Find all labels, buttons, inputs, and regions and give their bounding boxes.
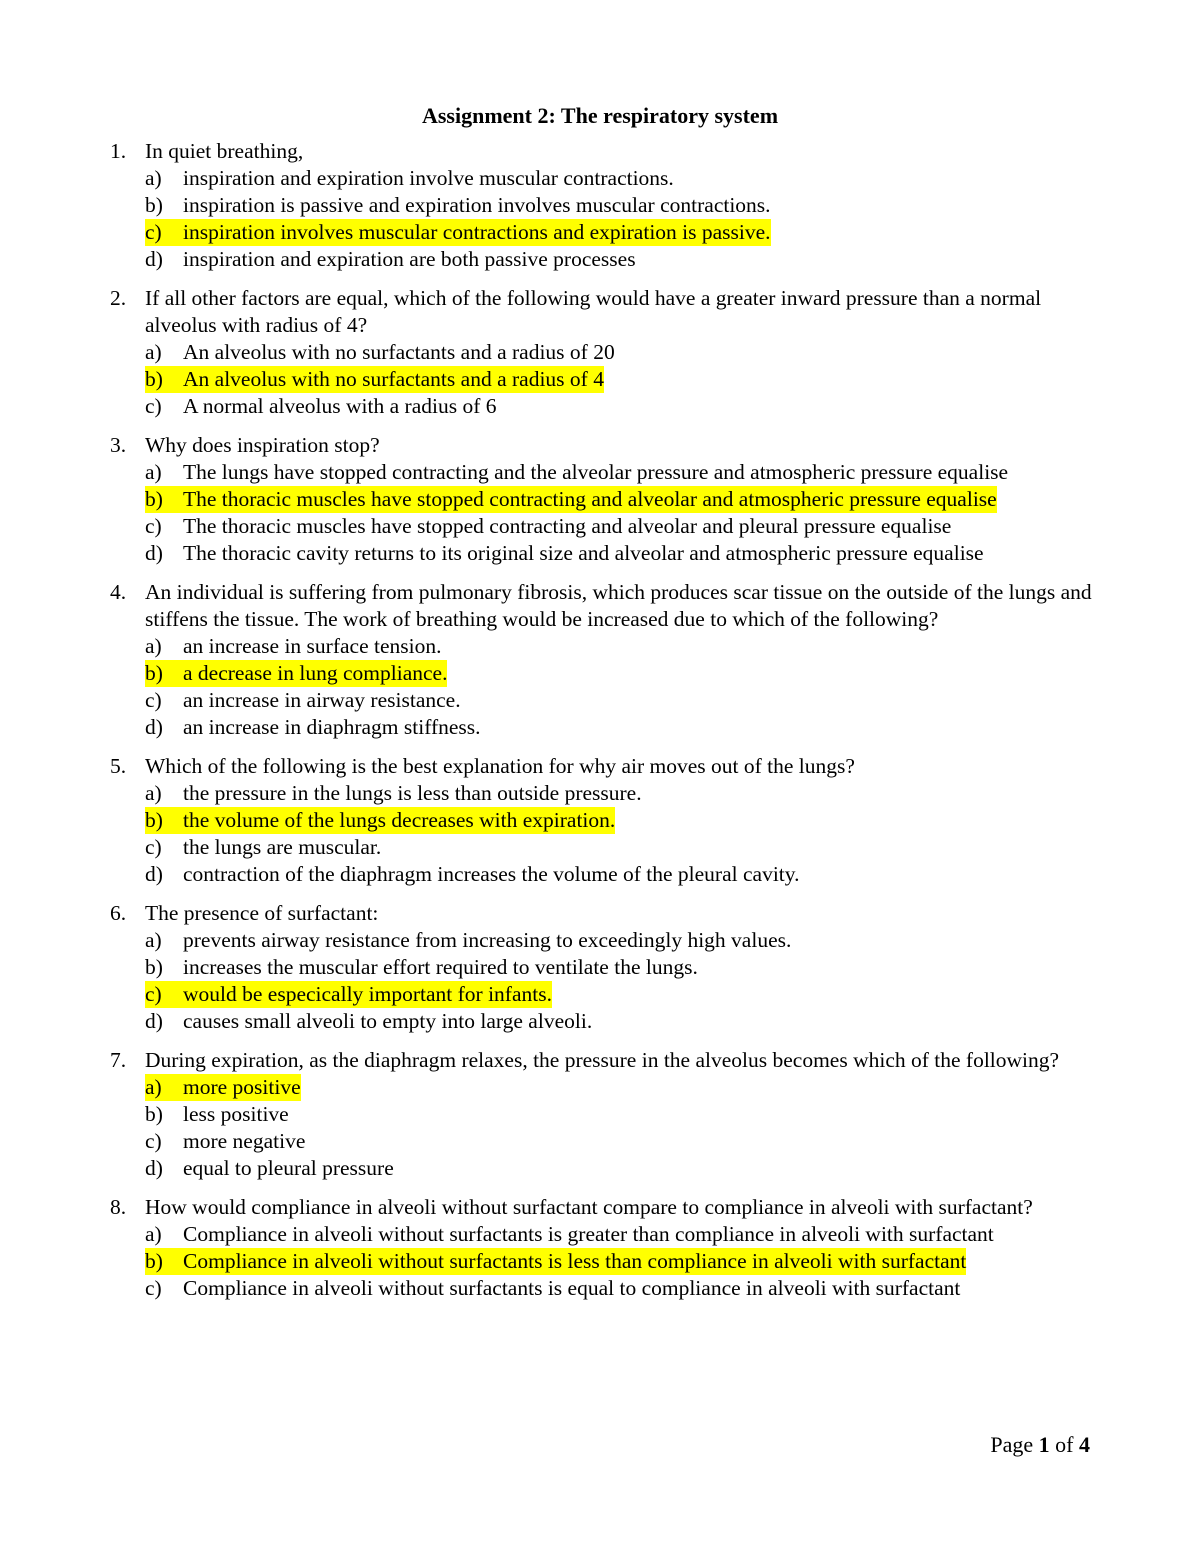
question-text: Which of the following is the best explanation for why air moves out of the lungs?: [145, 754, 855, 779]
question-item: [110, 285, 1110, 420]
question-number: 1.: [110, 139, 127, 163]
answer-option: [145, 1155, 1110, 1182]
answer-option-body: [145, 165, 674, 192]
option-text: inspiration involves muscular contractions and expiration is passive.: [183, 219, 771, 244]
option-text: Compliance in alveoli without surfactants is less than compliance in alveoli with surfactant: [183, 1248, 967, 1273]
option-text: the volume of the lungs decreases with expiration.: [183, 807, 616, 832]
question-text: How would compliance in alveoli without surfactant compare to compliance in alveoli with surfactant?: [145, 1195, 1033, 1220]
option-letter: c): [145, 687, 162, 712]
answer-option: [145, 1275, 1110, 1302]
answer-option: [145, 633, 1110, 660]
option-text: The thoracic muscles have stopped contracting and alveolar and atmospheric pressure equalise: [183, 486, 997, 511]
option-text: an increase in surface tension.: [183, 633, 442, 658]
answer-option-body: [145, 1128, 305, 1155]
question-list: [110, 138, 1110, 1314]
answer-option: [145, 339, 1110, 366]
option-letter: c): [145, 1128, 162, 1153]
question-item: [110, 1194, 1110, 1302]
answer-option-body: [145, 981, 552, 1008]
option-text: inspiration and expiration involve muscular contractions.: [183, 165, 674, 190]
document-title: Assignment 2: The respiratory system: [421, 103, 779, 128]
option-text: The thoracic cavity returns to its original size and alveolar and atmospheric pressure equalise: [183, 540, 984, 565]
option-letter: b): [145, 1248, 163, 1273]
option-letter: b): [145, 807, 163, 832]
option-text: an increase in airway resistance.: [183, 687, 461, 712]
answer-option-body: [145, 780, 642, 807]
answer-option-highlighted: [145, 1248, 1110, 1275]
question-text: Why does inspiration stop?: [145, 433, 380, 458]
option-letter: c): [145, 981, 162, 1006]
option-letter: d): [145, 1155, 163, 1180]
answer-option: [145, 927, 1110, 954]
page-of-label: of: [1055, 1432, 1074, 1457]
option-letter: c): [145, 393, 162, 418]
answer-option-highlighted: [145, 219, 1110, 246]
option-letter: b): [145, 486, 163, 511]
answer-option-body: [145, 927, 791, 954]
option-text: An alveolus with no surfactants and a radius of 20: [183, 339, 615, 364]
answer-option-body: [145, 219, 771, 246]
answer-option: [145, 1221, 1110, 1248]
answer-option-body: [145, 339, 615, 366]
answer-option-body: [145, 1248, 966, 1275]
option-text: more positive: [183, 1075, 301, 1099]
option-letter: b): [145, 1101, 163, 1126]
option-text: inspiration and expiration are both passive processes: [183, 246, 636, 271]
option-text: inspiration is passive and expiration involves muscular contractions.: [183, 192, 771, 217]
option-letter: a): [145, 339, 162, 364]
question-stem: [110, 138, 1110, 165]
question-stem: [110, 285, 1110, 339]
answer-option-body: [145, 687, 461, 714]
option-text: Compliance in alveoli without surfactants is greater than compliance in alveoli with surfactant: [183, 1222, 994, 1247]
answer-option-body: [145, 1221, 994, 1248]
answer-option-highlighted: [145, 660, 1110, 687]
option-letter: c): [145, 1275, 162, 1300]
answer-option-body: [145, 459, 1008, 486]
option-letter: d): [145, 861, 163, 886]
answer-option-body: [145, 1101, 289, 1128]
question-stem: [110, 1194, 1110, 1221]
option-text: An alveolus with no surfactants and a radius of 4: [183, 366, 604, 391]
answer-option-body: [145, 954, 698, 981]
question-text: An individual is suffering from pulmonary fibrosis, which produces scar tissue on the outside of the lungs and stiffens the tissue. The work of breathing would be increased due to which of the following?: [145, 580, 1092, 631]
option-letter: b): [145, 954, 163, 979]
question-number: 4.: [110, 580, 127, 605]
answer-option-highlighted: [145, 1074, 1110, 1101]
answer-option-body: [145, 1008, 592, 1035]
option-letter: c): [145, 834, 162, 859]
page-total: 4: [1079, 1432, 1090, 1457]
question-item: [110, 432, 1110, 567]
option-letter: d): [145, 246, 163, 271]
answer-option-body: [145, 246, 636, 273]
answer-option: [145, 540, 1110, 567]
option-letter: d): [145, 1008, 163, 1033]
answer-option: [145, 165, 1110, 192]
answer-option: [145, 687, 1110, 714]
question-number: 5.: [110, 754, 127, 779]
question-item: [110, 579, 1110, 740]
option-letter: a): [145, 927, 162, 952]
option-letter: a): [145, 165, 162, 190]
option-letter: a): [145, 780, 162, 805]
answer-option: [145, 1008, 1110, 1035]
answer-option-body: [145, 861, 800, 888]
option-text: The thoracic muscles have stopped contracting and alveolar and pleural pressure equalise: [183, 513, 952, 538]
question-stem: [110, 579, 1110, 633]
question-item: [110, 753, 1110, 888]
option-letter: a): [145, 633, 162, 658]
option-letter: a): [145, 1222, 162, 1247]
answer-option-highlighted: [145, 807, 1110, 834]
option-letter: c): [145, 219, 162, 244]
question-text: During expiration, as the diaphragm relaxes, the pressure in the alveolus becomes which of the following?: [145, 1048, 1060, 1073]
question-item: [110, 900, 1110, 1035]
answer-option-body: [145, 633, 441, 660]
question-text: If all other factors are equal, which of the following would have a greater inward pressure than a normal alveolus with radius of 4?: [145, 286, 1042, 337]
answer-option-body: [145, 1155, 394, 1182]
answer-option-body: [145, 192, 771, 219]
option-text: prevents airway resistance from increasing to exceedingly high values.: [183, 927, 792, 952]
question-number: 8.: [110, 1195, 127, 1220]
answer-option-highlighted: [145, 486, 1110, 513]
answer-option: [145, 1128, 1110, 1155]
answer-option: [145, 780, 1110, 807]
option-text: the pressure in the lungs is less than outside pressure.: [183, 780, 642, 805]
option-text: would be especically important for infants.: [183, 981, 552, 1006]
option-letter: b): [145, 192, 163, 217]
answer-option-body: [145, 834, 381, 861]
answer-option-body: [145, 1074, 301, 1101]
option-text: causes small alveoli to empty into large alveoli.: [183, 1008, 593, 1033]
answer-option: [145, 393, 1110, 420]
option-text: increases the muscular effort required to ventilate the lungs.: [183, 954, 698, 979]
option-letter: d): [145, 540, 163, 565]
question-number: 3.: [110, 433, 127, 458]
answer-option-body: [145, 540, 984, 567]
question-text: The presence of surfactant:: [145, 901, 379, 926]
option-text: a decrease in lung compliance.: [183, 660, 448, 685]
page-label: Page: [990, 1432, 1034, 1457]
option-letter: c): [145, 513, 162, 538]
answer-option: [145, 834, 1110, 861]
answer-option: [145, 954, 1110, 981]
answer-option-body: [145, 486, 997, 513]
question-text: In quiet breathing,: [145, 139, 304, 163]
answer-option: [145, 714, 1110, 741]
answer-option-highlighted: [145, 366, 1110, 393]
answer-option: [145, 1101, 1110, 1128]
option-text: Compliance in alveoli without surfactants is equal to compliance in alveoli with surfactant: [183, 1275, 961, 1300]
option-letter: d): [145, 714, 163, 739]
answer-option: [145, 192, 1110, 219]
question-stem: [110, 900, 1110, 927]
answer-option: [145, 246, 1110, 273]
option-letter: b): [145, 366, 163, 391]
answer-option-body: [145, 714, 481, 741]
option-letter: b): [145, 660, 163, 685]
question-item: [110, 1047, 1110, 1182]
answer-option: [145, 513, 1110, 540]
question-stem: [110, 753, 1110, 780]
option-text: the lungs are muscular.: [183, 834, 382, 859]
answer-option: [145, 861, 1110, 888]
answer-option-body: [145, 513, 951, 540]
question-number: 2.: [110, 286, 127, 311]
answer-option-body: [145, 660, 447, 687]
answer-option-body: [145, 393, 496, 420]
option-text: equal to pleural pressure: [183, 1155, 394, 1180]
question-item: [110, 138, 1110, 273]
page-current: 1: [1038, 1432, 1050, 1457]
option-text: A normal alveolus with a radius of 6: [183, 393, 497, 418]
question-stem: [110, 432, 1110, 459]
answer-option-body: [145, 366, 604, 393]
answer-option-highlighted: [145, 981, 1110, 1008]
answer-option-body: [145, 807, 615, 834]
option-text: less positive: [183, 1101, 289, 1126]
option-text: contraction of the diaphragm increases the volume of the pleural cavity.: [183, 861, 800, 886]
answer-option-body: [145, 1275, 960, 1302]
option-letter: a): [145, 1075, 162, 1099]
option-text: The lungs have stopped contracting and the alveolar pressure and atmospheric pressure equalise: [183, 459, 1009, 484]
question-number: 7.: [110, 1048, 127, 1073]
question-number: 6.: [110, 901, 127, 926]
option-text: an increase in diaphragm stiffness.: [183, 714, 481, 739]
question-stem: [110, 1047, 1110, 1074]
option-letter: a): [145, 459, 162, 484]
page-footer: [990, 1430, 1090, 1460]
answer-option: [145, 459, 1110, 486]
option-text: more negative: [183, 1128, 306, 1153]
